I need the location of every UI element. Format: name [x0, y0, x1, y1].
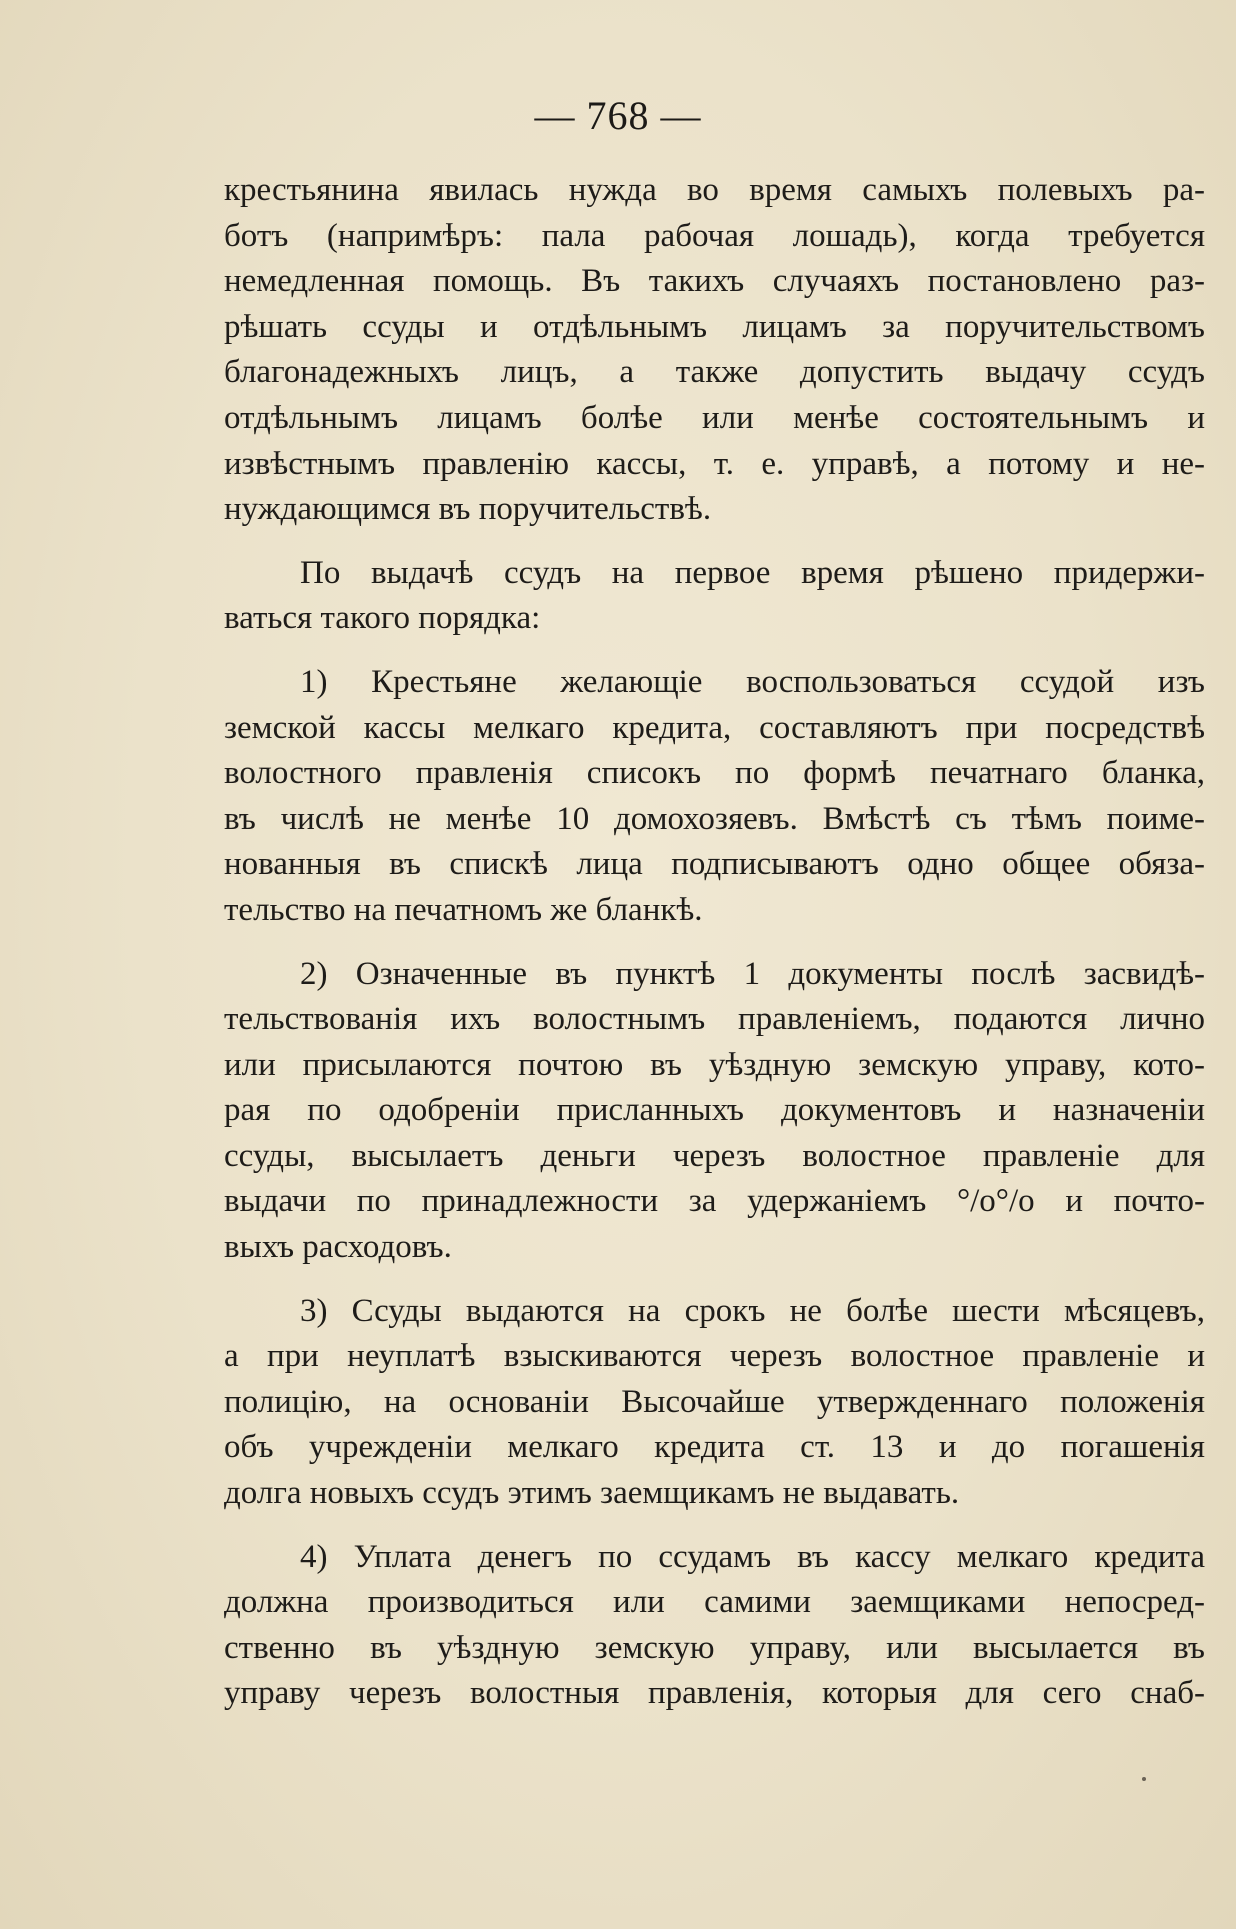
text-line: ваться такого порядка:: [224, 600, 541, 637]
text-line: извѣстнымъ правленію кассы, т. е. управѣ, а потому и не-: [224, 445, 1205, 482]
text-line: По выдачѣ ссудъ на первое время рѣшено придержи-: [300, 554, 1205, 591]
text-line: долга новыхъ ссудъ этимъ заемщикамъ не выдавать.: [224, 1475, 960, 1512]
text-line: отдѣльнымъ лицамъ болѣе или менѣе состоятельнымъ и: [224, 399, 1205, 436]
text-line: тельство на печатномъ же бланкѣ.: [224, 891, 703, 928]
paragraph-2: [224, 551, 1205, 642]
paragraph-item-3: [224, 1289, 1205, 1517]
text-line: полицію, на основаніи Высочайше утвержденнаго положенія: [224, 1383, 1205, 1420]
text-line: выхъ расходовъ.: [224, 1229, 452, 1266]
text-line: рѣшать ссуды и отдѣльнымъ лицамъ за поручительствомъ: [224, 308, 1205, 345]
paragraph-item-1: [224, 660, 1205, 934]
text-line: 3) Ссуды выдаются на срокъ не болѣе шести мѣсяцевъ,: [300, 1292, 1205, 1329]
text-line: крестьянина явилась нужда во время самыхъ полевыхъ ра-: [224, 172, 1205, 208]
page-number: — 768 —: [534, 93, 702, 138]
paragraph-item-4: [224, 1535, 1205, 1717]
text-line: нованныя въ спискѣ лица подписываютъ одно общее обяза-: [224, 846, 1205, 883]
paper-speck: [1142, 1777, 1146, 1781]
text-line: управу черезъ волостныя правленія, которыя для сего снаб-: [224, 1675, 1205, 1712]
text-line: рая по одобреніи присланныхъ документовъ и назначеніи: [224, 1092, 1205, 1129]
text-line: а при неуплатѣ взыскиваются черезъ волостное правленіе и: [224, 1338, 1205, 1375]
text-line: 1) Крестьяне желающіе воспользоваться ссудой изъ: [300, 663, 1205, 700]
text-line: волостного правленія списокъ по формѣ печатнаго бланка,: [224, 755, 1205, 792]
text-line: объ учрежденіи мелкаго кредита ст. 13 и до погашенія: [224, 1429, 1205, 1466]
paragraph-item-2: [224, 952, 1205, 1271]
text-line: ственно въ уѣздную земскую управу, или высылается въ: [224, 1629, 1205, 1666]
text-line: въ числѣ не менѣе 10 домохозяевъ. Вмѣстѣ съ тѣмъ поиме-: [224, 800, 1205, 837]
text-line: тельствованія ихъ волостнымъ правленіемъ, подаются лично: [224, 1001, 1205, 1038]
text-line: ботъ (напримѣръ: пала рабочая лошадь), когда требуется: [224, 217, 1205, 254]
text-line: 4) Уплата денегъ по ссудамъ въ кассу мелкаго кредита: [300, 1538, 1205, 1575]
body-text: [224, 168, 1205, 1717]
paragraph-1: [224, 168, 1205, 533]
text-line: ссуды, высылаетъ деньги черезъ волостное правленіе для: [224, 1137, 1205, 1174]
text-line: нуждающимся въ поручительствѣ.: [224, 491, 712, 528]
text-line: должна производиться или самими заемщиками непосред-: [224, 1584, 1205, 1621]
text-line: земской кассы мелкаго кредита, составляютъ при посредствѣ: [224, 709, 1205, 746]
text-line: или присылаются почтою въ уѣздную земскую управу, кото-: [224, 1046, 1205, 1083]
text-line: выдачи по принадлежности за удержаніемъ °/о°/о и почто-: [224, 1183, 1205, 1220]
text-line: 2) Означенные въ пунктѣ 1 документы послѣ засвидѣ-: [300, 955, 1205, 992]
text-line: немедленная помощь. Въ такихъ случаяхъ постановлено раз-: [224, 263, 1205, 300]
text-line: благонадежныхъ лицъ, а также допустить выдачу ссудъ: [224, 354, 1205, 391]
